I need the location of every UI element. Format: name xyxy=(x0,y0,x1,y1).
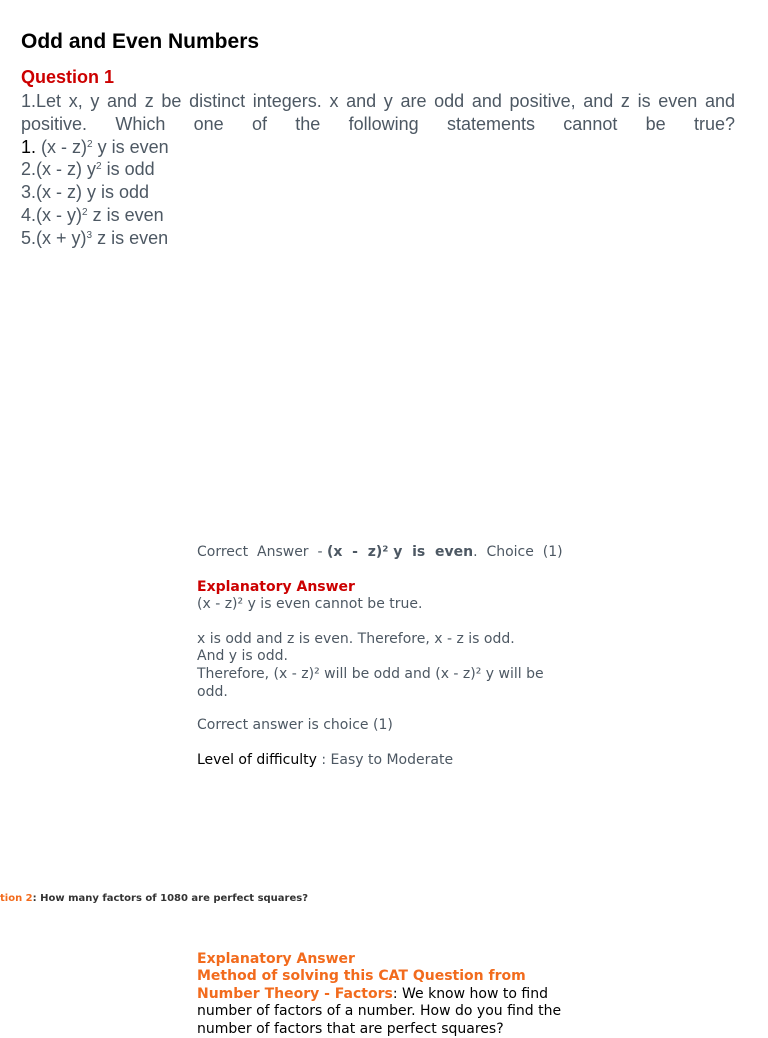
question-2-text: : How many factors of 1080 are perfect squares? xyxy=(32,893,309,904)
explanation-line-4: Therefore, (x - z)² will be odd and (x - z)² y will be odd. xyxy=(197,666,544,700)
explanation-line-5: Correct answer is choice (1) xyxy=(197,717,393,733)
option-1-text: (x - z) xyxy=(36,137,88,157)
method-paragraph xyxy=(197,968,567,1038)
option-5-text-end: z is even xyxy=(92,228,169,248)
correct-answer-choice: . Choice (1) xyxy=(473,544,563,560)
option-2-text: (x - z) y xyxy=(36,159,97,179)
option-1-text-end: y is even xyxy=(92,137,169,157)
question-1-text: 1.Let x, y and z be distinct integers. x and y are odd and positive, and z is even and positive. Which one of the following statements cannot be true? xyxy=(21,91,735,134)
option-2-exponent: 2 xyxy=(96,161,102,172)
option-3-number: 3. xyxy=(21,182,37,202)
explanation-line-1: (x - z)² y is even cannot be true. xyxy=(197,596,423,612)
option-4 xyxy=(21,204,164,227)
option-4-exponent: 2 xyxy=(82,207,88,218)
difficulty-line xyxy=(197,752,567,770)
method-text: : We know how to find number of factors of a number. How do you find the number of factors that are perfect squares? xyxy=(197,985,562,1037)
correct-answer-line xyxy=(197,544,567,562)
explanatory-answer-2-heading: Explanatory Answer xyxy=(197,951,355,967)
difficulty-value: : Easy to Moderate xyxy=(316,752,454,768)
option-1-number: 1. xyxy=(21,137,37,157)
question-2-line xyxy=(0,893,308,904)
option-5-exponent: 3 xyxy=(86,230,93,241)
option-5-number: 5. xyxy=(21,228,37,248)
option-3 xyxy=(21,181,149,204)
option-5-text: (x + y) xyxy=(36,228,87,248)
page-title: Odd and Even Numbers xyxy=(21,30,260,53)
question-1-heading: Question 1 xyxy=(21,67,115,87)
explanation-line-3: And y is odd. xyxy=(197,648,288,664)
method-heading: Method of solving this CAT Question from Number Theory - Factors xyxy=(197,968,526,1002)
option-5 xyxy=(21,227,168,250)
option-2-text-end: is odd xyxy=(101,159,155,179)
question-2-heading: tion 2 xyxy=(0,893,33,904)
option-1-exponent: 2 xyxy=(87,139,93,150)
explanation-line-2: x is odd and z is even. Therefore, x - z is odd. xyxy=(197,631,515,647)
option-4-text: (x - y) xyxy=(36,205,82,225)
difficulty-label: Level of difficulty xyxy=(197,752,317,768)
option-3-text: (x - z) y is odd xyxy=(36,182,150,202)
option-2-number: 2. xyxy=(21,159,37,179)
correct-answer-prefix: Correct Answer - xyxy=(197,544,327,560)
option-4-text-end: z is even xyxy=(87,205,164,225)
correct-answer-value: (x - z)² y is even xyxy=(326,544,474,560)
explanatory-answer-heading: Explanatory Answer xyxy=(197,579,355,595)
option-4-number: 4. xyxy=(21,205,37,225)
option-2 xyxy=(21,158,155,181)
option-1 xyxy=(21,136,169,159)
